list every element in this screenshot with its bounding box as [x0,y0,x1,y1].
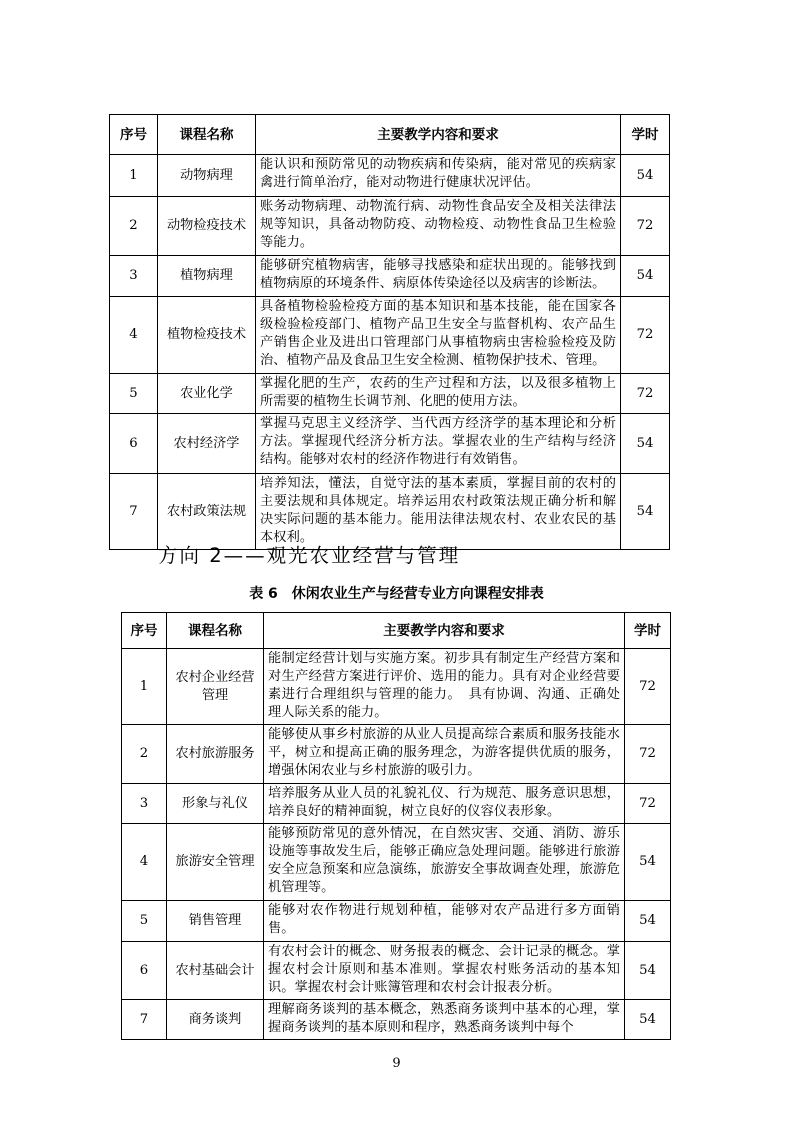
course-hours: 54 [625,1000,671,1040]
page-number: 9 [392,1056,401,1071]
header-no: 序号 [122,613,167,649]
course-hours: 54 [625,942,671,1000]
course-name: 植物病理 [158,256,256,297]
course-hours: 54 [625,824,671,901]
course-name: 农村政策法规 [158,474,256,550]
course-content: 能够使从事乡村旅游的从业人员提高综合素质和服务技能水平，树立和提高正确的服务理念，为游客提供优质的服务，增强休闲农业与乡村旅游的吸引力。 [264,725,625,784]
row-no: 6 [110,414,158,474]
course-hours: 54 [621,414,670,474]
header-hours: 学时 [621,115,670,155]
course-hours: 54 [621,256,670,297]
header-course-name: 课程名称 [167,613,264,649]
header-course-name: 课程名称 [158,115,256,155]
table-row [122,784,671,824]
table-row [122,649,671,725]
course-name: 形象与礼仪 [167,784,264,824]
row-no: 2 [110,197,158,256]
course-name: 商务谈判 [167,1000,264,1040]
course-content: 能制定经营计划与实施方案。初步具有制定生产经营方案和对生产经营方案进行评价、选用的能力。具有对企业经营要素进行合理组织与管理的能力。 具有协调、沟通、正确处理人际关系的能力。 [264,649,625,725]
course-content: 有农村会计的概念、财务报表的概念、会计记录的概念。掌握农村会计原则和基本准则。掌握农村账务活动的基本知识。掌握农村会计账簿管理和农村会计报表分析。 [264,942,625,1000]
table-row [122,1000,671,1040]
row-no: 3 [122,784,167,824]
table-row [110,374,670,414]
header-hours: 学时 [625,613,671,649]
course-content: 能够预防常见的意外情况，在自然灾害、交通、消防、游乐设施等事故发生后，能够正确应急处理问题。能够进行旅游安全应急预案和应急演练，旅游安全事故调查处理，旅游危机管理等。 [264,824,625,901]
row-no: 6 [122,942,167,1000]
row-no: 3 [110,256,158,297]
course-content: 账务动物病理、动物流行病、动物性食品安全及相关法律法规等知识，具备动物防疫、动物检疫、动物性食品卫生检验等能力。 [256,197,621,256]
course-hours: 72 [621,374,670,414]
course-name: 销售管理 [167,901,264,942]
course-name: 农村经济学 [158,414,256,474]
table-row [110,197,670,256]
course-content: 能认识和预防常见的动物疾病和传染病，能对常见的疾病家禽进行简单治疗，能对动物进行健康状况评估。 [256,155,621,197]
table-row [110,414,670,474]
course-content: 理解商务谈判的基本概念，熟悉商务谈判中基本的心理，掌握商务谈判的基本原则和程序，熟悉商务谈判中每个 [264,1000,625,1040]
row-no: 5 [110,374,158,414]
course-hours: 72 [621,297,670,374]
row-no: 2 [122,725,167,784]
table-header-row [110,115,670,155]
course-hours: 72 [625,649,671,725]
section-heading: 方向 2——观光农业经营与管理 [158,544,461,567]
row-no: 7 [110,474,158,550]
course-content: 能够研究植物病害，能够寻找感染和症状出现的。能够找到植物病原的环境条件、病原体传染途径以及病害的诊断法。 [256,256,621,297]
course-content: 培养知法，懂法，自觉守法的基本素质，掌握目前的农村的主要法规和具体规定。培养运用农村政策法规正确分析和解决实际问题的基本能力。能用法律法规农村、农业农民的基本权利。 [256,474,621,550]
course-hours: 54 [625,901,671,942]
course-name: 农村旅游服务 [167,725,264,784]
table-caption: 表 6 休闲农业生产与经营专业方向课程安排表 [249,586,544,602]
table-row [122,901,671,942]
course-hours: 72 [621,197,670,256]
table-row [122,824,671,901]
course-name: 动物病理 [158,155,256,197]
course-name: 植物检疫技术 [158,297,256,374]
row-no: 4 [122,824,167,901]
course-table-2 [121,612,671,1040]
table-row [110,297,670,374]
course-name: 动物检疫技术 [158,197,256,256]
course-name: 旅游安全管理 [167,824,264,901]
course-content: 掌握化肥的生产，农药的生产过程和方法，以及很多植物上所需要的植物生长调节剂、化肥的使用方法。 [256,374,621,414]
course-content: 具备植物检验检疫方面的基本知识和基本技能，能在国家各级检验检疫部门、植物产品卫生安全与监督机构、农产品生产销售企业及进出口管理部门从事植物病虫害检验检疫及防治、植物产品及食品卫生安全检测、植物保护技术、管理。 [256,297,621,374]
header-content: 主要教学内容和要求 [256,115,621,155]
course-name: 农业化学 [158,374,256,414]
row-no: 4 [110,297,158,374]
table-row [110,474,670,550]
table-row [122,725,671,784]
table-header-row [122,613,671,649]
course-hours: 54 [621,474,670,550]
header-no: 序号 [110,115,158,155]
header-content: 主要教学内容和要求 [264,613,625,649]
course-table-1 [109,114,670,550]
course-hours: 72 [625,725,671,784]
course-content: 能够对农作物进行规划种植，能够对农产品进行多方面销售。 [264,901,625,942]
course-name: 农村基础会计 [167,942,264,1000]
table-row [110,155,670,197]
table-row [122,942,671,1000]
course-content: 掌握马克思主义经济学、当代西方经济学的基本理论和分析方法。掌握现代经济分析方法。掌握农业的生产结构与经济结构。能够对农村的经济作物进行有效销售。 [256,414,621,474]
course-name: 农村企业经营管理 [167,649,264,725]
row-no: 1 [122,649,167,725]
row-no: 1 [110,155,158,197]
row-no: 7 [122,1000,167,1040]
course-hours: 72 [625,784,671,824]
row-no: 5 [122,901,167,942]
course-hours: 54 [621,155,670,197]
course-content: 培养服务从业人员的礼貌礼仪、行为规范、服务意识思想，培养良好的精神面貌，树立良好的仪容仪表形象。 [264,784,625,824]
table-row [110,256,670,297]
